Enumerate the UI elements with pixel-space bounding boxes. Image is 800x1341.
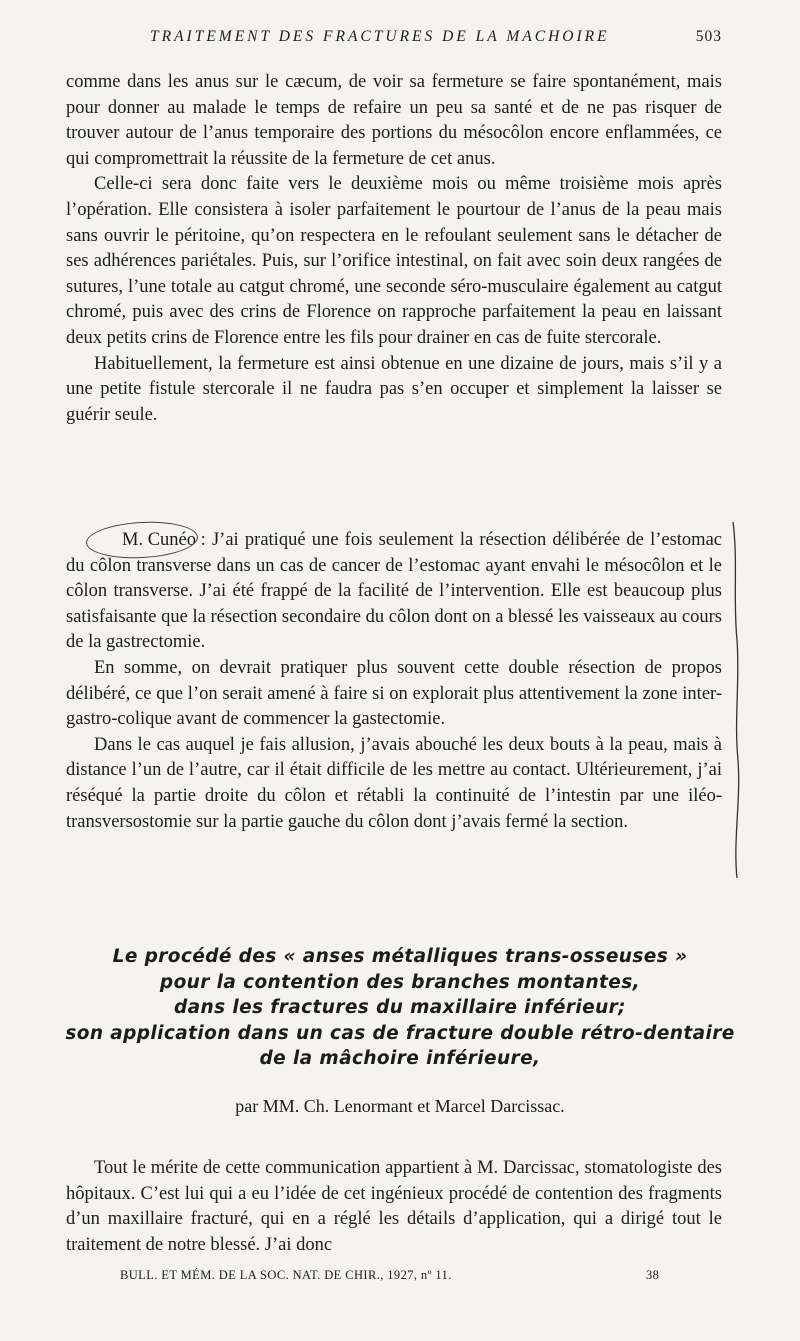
paragraph: comme dans les anus sur le cæcum, de voir sa fermeture se faire spontanément, mais pour donner au malade le temps de refaire un peu sa santé et de ne pas risquer de trouver autour de l’anus temporaire des portions du mésocôlon encore enflammées, ce qui compromettrait la réussite de la fermeture de cet anus. <box>66 72 722 169</box>
title-line: son application dans un cas de fracture double rétro-dentaire <box>65 1022 735 1044</box>
title-line: pour la contention des branches montantes, <box>159 971 641 993</box>
paragraph: En somme, on devrait pratiquer plus souvent cette double résection de propos délibéré, ce que l’on serait amené à faire si on explorait plus attentivement la zone inter-gastro-colique avant de commencer la gastectomie. <box>66 657 722 730</box>
speaker-label: M. Cunéo : <box>122 530 206 550</box>
margin-bracket-mark <box>729 520 743 880</box>
title-line: Le procédé des « anses métalliques trans-osseuses » <box>112 946 688 967</box>
title-line: de la mâchoire inférieure, <box>259 1048 541 1070</box>
discussion-block <box>66 528 722 835</box>
discussion-paragraph <box>66 528 722 656</box>
article-authors: par MM. Ch. Lenormant et Marcel Darcissac. <box>235 1096 565 1116</box>
paragraph: Habituellement, la fermeture est ainsi obtenue en une dizaine de jours, mais s’il y a une petite fistule stercorale il ne faudra pas s’en occuper et simplement la laisser se guérir seule. <box>66 353 722 425</box>
continued-text <box>66 70 722 428</box>
paragraph: Dans le cas auquel je fais allusion, j’avais abouché les deux bouts à la peau, mais à distance l’un de l’autre, car il était difficile de les mettre au contact. Ultérieurement, j’ai réséqué la partie droite du côlon et rétabli la continuité de l’intestin par une iléo-transversostomie sur la partie gauche du côlon dont j’avais fermé la section. <box>66 734 722 832</box>
title-line: dans les fractures du maxillaire inférieur; <box>174 997 626 1019</box>
article-body <box>66 1156 722 1258</box>
journal-citation: BULL. ET MÉM. DE LA SOC. NAT. DE CHIR., 1927, nº 11. <box>120 1268 452 1282</box>
sheet-number: 38 <box>646 1268 660 1282</box>
page-number: 503 <box>695 28 722 45</box>
article-title <box>50 944 750 1072</box>
running-title: TRAITEMENT DES FRACTURES DE LA MACHOIRE <box>150 28 610 45</box>
discussion-text: J’ai pratiqué une fois seulement la résection délibérée de l’estomac du côlon transverse dans un cas de cancer de l’estomac ayant envahi le mésocôlon et le côlon transverse. J’ai été frappé de la facilité de l’intervention. Elle est beaucoup plus satisfaisante que la résection secondaire du côlon dont on a blessé les vaisseaux au cours de la gastrectomie. <box>66 530 722 653</box>
paragraph: Tout le mérite de cette communication appartient à M. Darcissac, stomatologiste des hôpitaux. C’est lui qui a eu l’idée de cet ingénieux procédé de contention des fragments d’un maxillaire fracturé, qui en a réglé les détails d’application, qui a dirigé tout le traitement de notre blessé. J’ai donc <box>66 1158 722 1255</box>
paragraph: Celle-ci sera donc faite vers le deuxième mois ou même troisième mois après l’opération. Elle consistera à isoler parfaitement le pourtour de l’anus de la peau mais sans ouvrir le péritoine, qu’on respectera en le refoulant seulement sans le détacher de ses adhérences pariétales. Puis, sur l’orifice intestinal, on fait avec soin deux rangées de sutures, l’une totale au catgut chromé, une seconde séro-musculaire également au catgut chromé, puis avec des crins de Florence on rapproche parfaitement la peau en laissant deux petits crins de Florence entre les fils pour drainer en cas de fuite stercorale. <box>66 174 722 348</box>
speaker-name <box>94 528 206 554</box>
